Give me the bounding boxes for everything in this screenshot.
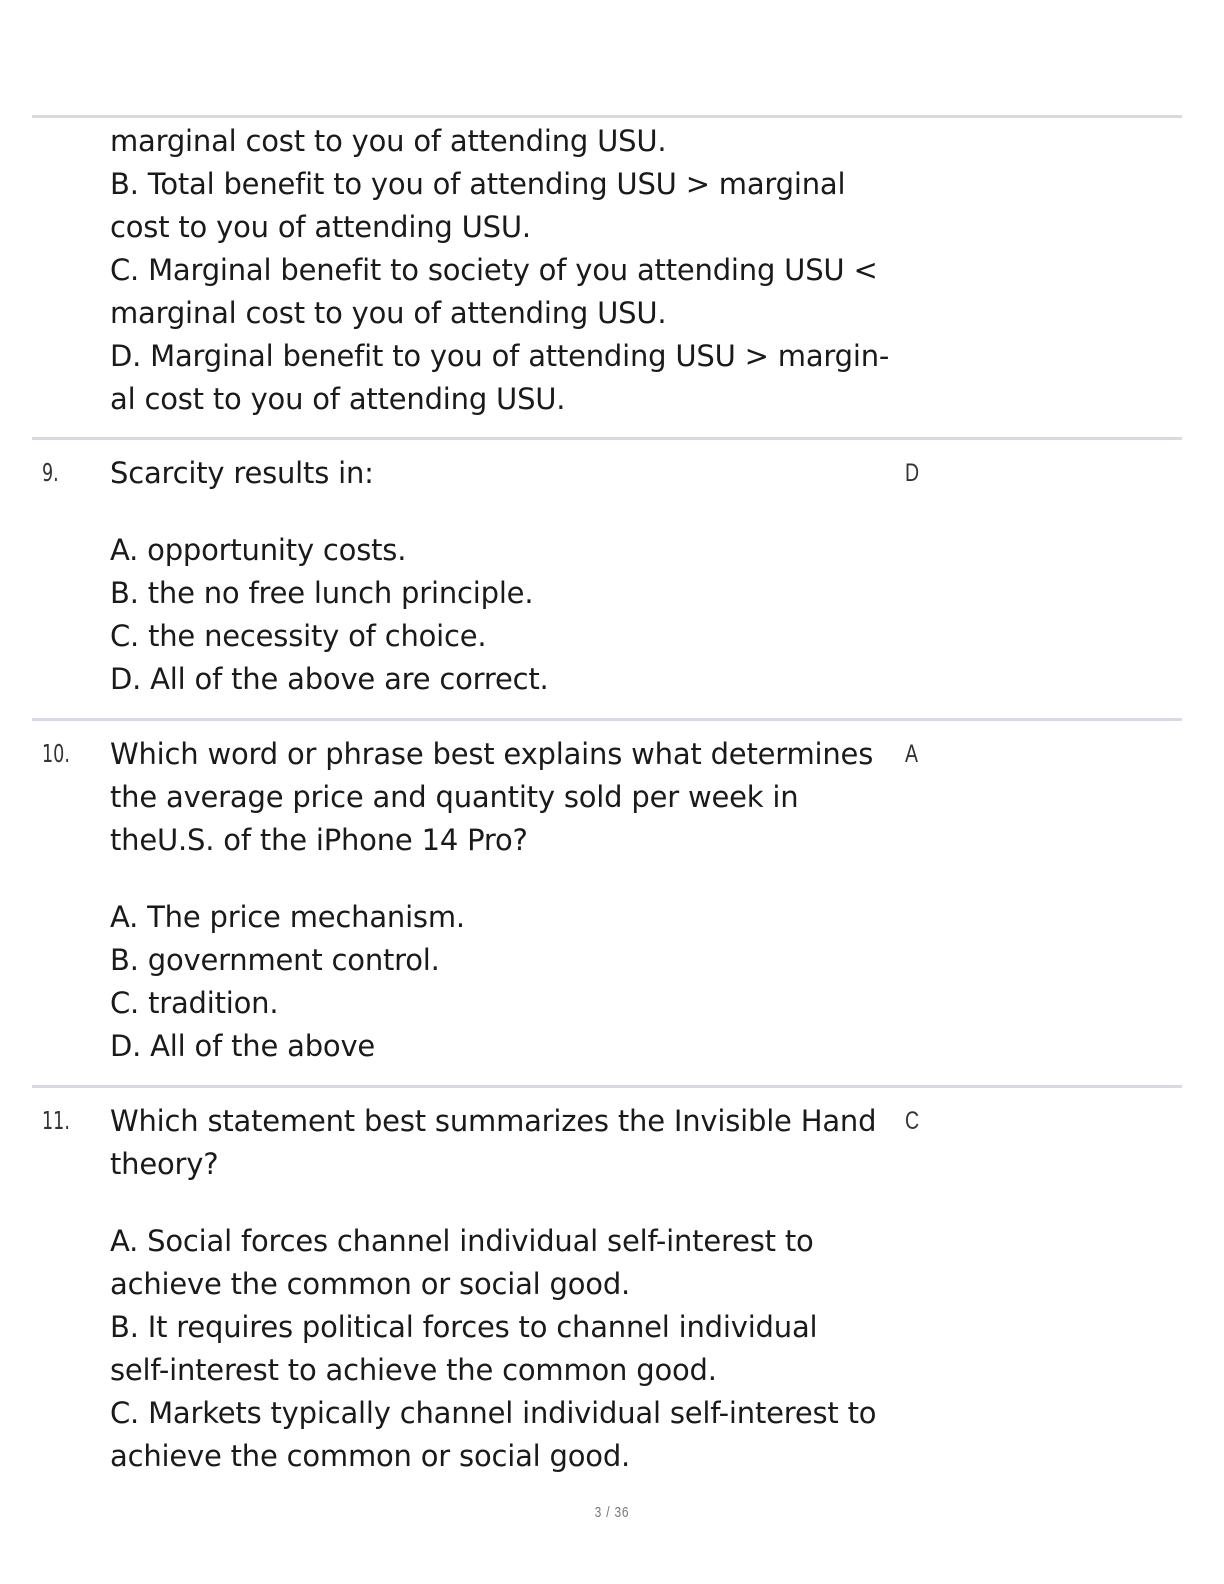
question-number: 11.	[42, 1106, 70, 1135]
question-text	[110, 1100, 910, 1186]
divider	[32, 1085, 1182, 1088]
page-indicator: 3 / 36	[594, 1504, 630, 1521]
question-text	[110, 452, 910, 495]
question-text-line: Which statement best summarizes the Invisible Hand	[110, 1104, 877, 1138]
option-a-cont: achieve the common or social good.	[110, 1267, 631, 1301]
option-line: marginal cost to you of attending USU.	[110, 296, 667, 330]
option-a: A. opportunity costs.	[110, 533, 407, 567]
divider	[32, 115, 1182, 118]
option-b: B. the no free lunch principle.	[110, 576, 534, 610]
option-a: A. Social forces channel individual self-interest to	[110, 1224, 814, 1258]
option-d: D. All of the above are correct.	[110, 662, 549, 696]
answer-key: C	[905, 1107, 920, 1135]
options-list	[110, 1220, 930, 1478]
question-text-line: the average price and quantity sold per week in	[110, 780, 799, 814]
question-text-line: theory?	[110, 1147, 219, 1181]
answer-key: D	[905, 459, 920, 487]
divider	[32, 718, 1182, 721]
option-b: B. government control.	[110, 943, 440, 977]
option-line: cost to you of attending USU.	[110, 210, 531, 244]
question-text-line: Which word or phrase best explains what determines	[110, 737, 874, 771]
option-b: B. It requires political forces to channel individual	[110, 1310, 818, 1344]
options-list	[110, 896, 930, 1068]
question-text-line: Scarcity results in:	[110, 456, 374, 490]
question-number: 10.	[42, 739, 70, 768]
option-line: marginal cost to you of attending USU.	[110, 124, 667, 158]
question-text	[110, 733, 910, 862]
option-c: C. the necessity of choice.	[110, 619, 487, 653]
option-line: B. Total benefit to you of attending USU > marginal	[110, 167, 846, 201]
option-d: D. All of the above	[110, 1029, 376, 1063]
option-a: A. The price mechanism.	[110, 900, 465, 934]
option-line: D. Marginal benefit to you of attending USU > margin-	[110, 339, 890, 373]
divider	[32, 437, 1182, 440]
question-number: 9.	[42, 458, 59, 487]
option-line: C. Marginal benefit to society of you attending USU <	[110, 253, 878, 287]
option-b-cont: self-interest to achieve the common good.	[110, 1353, 717, 1387]
option-line: al cost to you of attending USU.	[110, 382, 566, 416]
options-list	[110, 529, 930, 701]
option-c: C. Markets typically channel individual self-interest to	[110, 1396, 877, 1430]
answer-key: A	[905, 740, 919, 768]
option-c: C. tradition.	[110, 986, 279, 1020]
option-c-cont: achieve the common or social good.	[110, 1439, 631, 1473]
question-text-line: theU.S. of the iPhone 14 Pro?	[110, 823, 528, 857]
question-8-continuation	[110, 120, 930, 421]
